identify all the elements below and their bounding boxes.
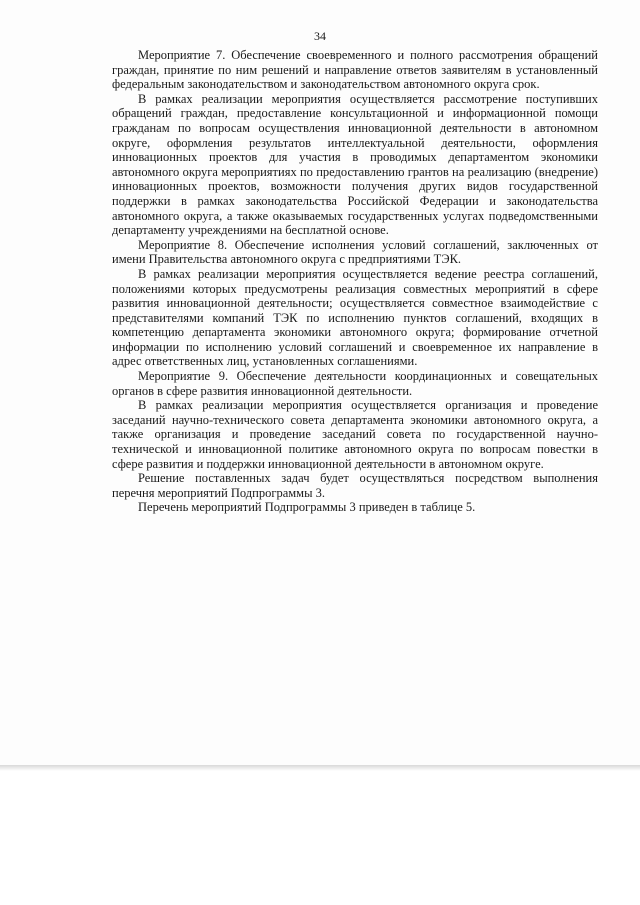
paragraph-measure-7-details: В рамках реализации мероприятия осуществляется рассмотрение поступивших обращений граждан, предоставление консультационной и информационной помощи гражданам по вопросам осуществления инновационной деятельности в автономном округе, оформления результатов интеллектуальной деятельности, оформления инновационных проектов для участия в проводимых департаментом экономики автономного округа мероприятиях по предоставлению грантов на реализацию (внедрение) инновационных проектов, возможности получения других видов государственной поддержки в рамках законодательства Российской Федерации и законодательства автономного округа, а также оказываемых государственных услугах подведомственными департаменту учреждениями на бесплатной основе. bbox=[112, 91, 598, 238]
paragraph-solution: Решение поставленных задач будет осуществляться посредством выполнения перечня мероприятий Подпрограммы 3. bbox=[112, 471, 598, 500]
paragraph-measure-7: Мероприятие 7. Обеспечение своевременного и полного рассмотрения обращений граждан, принятие по ним решений и направление ответов заявителям в установленный федеральным законодательством и законодательством автономного округа срок. bbox=[112, 48, 598, 92]
page-number: 34 bbox=[314, 29, 326, 43]
body-text bbox=[112, 48, 598, 515]
paragraph-measure-9: Мероприятие 9. Обеспечение деятельности координационных и совещательных органов в сфере развития инновационной деятельности. bbox=[112, 369, 598, 398]
scan-edge bbox=[0, 765, 640, 771]
paragraph-measure-9-details: В рамках реализации мероприятия осуществляется организация и проведение заседаний научно-технического совета департамента экономики автономного округа, а также организация и проведение заседаний совета по государственной научно-технической и инновационной политике автономного округа по вопросам повестки в сфере развития и поддержки инновационной деятельности в автономном округе. bbox=[112, 398, 598, 471]
paragraph-table-reference: Перечень мероприятий Подпрограммы 3 приведен в таблице 5. bbox=[138, 500, 476, 515]
paragraph-measure-8: Мероприятие 8. Обеспечение исполнения условий соглашений, заключенных от имени Правительства автономного округа с предприятиями ТЭК. bbox=[112, 237, 598, 267]
paragraph-measure-8-details: В рамках реализации мероприятия осуществляется ведение реестра соглашений, положениями которых предусмотрены реализация совместных мероприятий в сфере развития инновационной деятельности; осуществляется совместное взаимодействие с представителями компаний ТЭК по исполнению пунктов соглашений, входящих в компетенцию департамента экономики автономного округа; формирование отчетной информации по исполнению условий соглашений и своевременное их направление в адрес ответственных лиц, установленных соглашениями. bbox=[112, 266, 598, 369]
